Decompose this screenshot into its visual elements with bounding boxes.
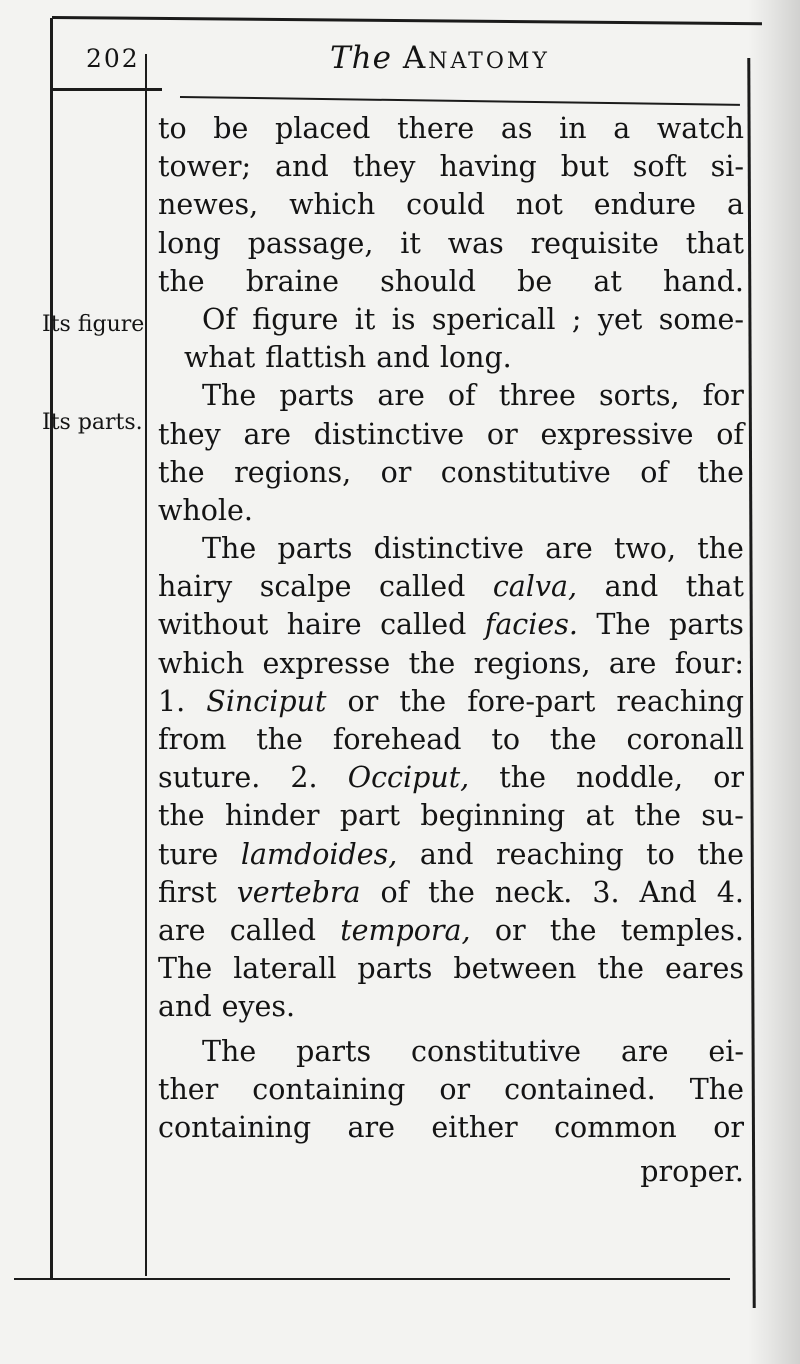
word: the xyxy=(399,684,447,718)
text-line xyxy=(158,799,744,837)
italic-term: lamdoides, xyxy=(240,837,398,871)
text-line xyxy=(158,1035,744,1073)
word: a xyxy=(613,112,631,145)
text-line xyxy=(158,647,744,685)
word: The xyxy=(689,1072,744,1106)
word: 1. xyxy=(158,684,186,718)
word: or xyxy=(486,417,518,451)
word: placed xyxy=(275,112,371,145)
word: spericall xyxy=(431,302,556,336)
word: ei- xyxy=(708,1034,744,1068)
header-rule-main xyxy=(180,96,740,106)
word: or xyxy=(380,455,412,489)
italic-term: vertebra xyxy=(236,875,361,909)
word: what xyxy=(184,341,256,375)
word: that xyxy=(685,226,744,260)
word: fore-part xyxy=(467,684,596,718)
word: regions, xyxy=(234,455,352,489)
word: but xyxy=(560,150,609,184)
text-line xyxy=(158,150,744,188)
word: su- xyxy=(701,799,744,833)
word: the xyxy=(408,646,456,680)
word: at xyxy=(593,264,622,298)
text-line xyxy=(158,761,744,799)
word: the xyxy=(597,952,645,986)
word: distinctive xyxy=(313,417,465,451)
italic-term: Sinciput xyxy=(206,684,327,718)
word: it xyxy=(354,302,376,336)
text-line xyxy=(158,456,744,494)
word: the xyxy=(697,837,744,871)
text-line xyxy=(158,952,744,990)
word: flattish xyxy=(265,341,367,375)
word: should xyxy=(380,264,476,298)
word: for xyxy=(702,379,744,413)
word: between xyxy=(453,952,577,986)
word: parts xyxy=(296,1034,372,1068)
word: the xyxy=(158,799,205,833)
word: without xyxy=(158,608,269,642)
text-line xyxy=(158,570,744,608)
text-line xyxy=(158,838,744,876)
text-line xyxy=(158,723,744,761)
word: the xyxy=(634,799,682,833)
page-edge-shadow xyxy=(748,0,800,1364)
word: figure xyxy=(252,302,339,336)
word: The xyxy=(202,532,257,566)
word: from xyxy=(158,723,227,756)
word: or xyxy=(439,1072,471,1106)
word: they xyxy=(352,150,416,184)
word: The xyxy=(202,1034,257,1068)
word: called xyxy=(229,913,316,947)
word: was xyxy=(447,226,504,260)
text-line xyxy=(158,341,744,379)
word: long xyxy=(158,226,221,260)
word: either xyxy=(431,1110,518,1144)
word: the xyxy=(697,532,744,566)
word: in xyxy=(559,112,587,145)
word: are xyxy=(377,379,425,413)
text-line xyxy=(158,379,744,417)
word: forehead xyxy=(332,723,462,756)
word: be xyxy=(213,112,249,145)
text-line xyxy=(158,1073,744,1111)
word: called xyxy=(379,570,466,604)
word: or xyxy=(494,913,526,947)
word: parts xyxy=(279,379,355,413)
word: are xyxy=(545,532,593,566)
text-line xyxy=(158,494,744,532)
word: noddle, xyxy=(576,761,684,795)
word: and xyxy=(419,837,474,871)
word: 2. xyxy=(290,761,318,795)
word: 3. xyxy=(592,875,620,909)
word: or xyxy=(347,684,379,718)
word: haire xyxy=(286,608,362,642)
word: having xyxy=(439,150,537,184)
word: at xyxy=(585,799,615,833)
word: laterall xyxy=(233,952,337,986)
word: parts xyxy=(277,532,353,566)
word: are xyxy=(620,1034,669,1068)
word: requisite xyxy=(530,226,659,260)
word: the xyxy=(549,723,597,756)
word: it xyxy=(400,226,421,260)
word: hairy xyxy=(158,570,233,604)
word: common xyxy=(554,1110,677,1144)
text-line xyxy=(158,303,744,341)
margin-column-rule xyxy=(145,54,147,1276)
word: that xyxy=(685,570,744,604)
word: containing xyxy=(252,1072,406,1106)
word: which xyxy=(158,646,245,680)
word: are xyxy=(243,417,292,451)
word: ; xyxy=(571,302,582,336)
word: yet xyxy=(597,302,643,336)
word: and xyxy=(376,341,430,375)
word: the xyxy=(256,723,303,756)
running-head xyxy=(330,40,550,76)
word: eyes. xyxy=(221,990,296,1024)
catchword: proper. xyxy=(640,1155,744,1189)
word: the xyxy=(549,913,597,947)
margin-note-figure: Its figure xyxy=(42,312,145,337)
word: The xyxy=(202,379,257,413)
word: The xyxy=(158,952,213,986)
word: hinder xyxy=(224,799,320,833)
word: whole. xyxy=(158,493,253,527)
word: the xyxy=(499,761,546,795)
word: suture. xyxy=(158,761,261,795)
word: eares xyxy=(664,952,744,986)
text-line xyxy=(158,265,744,303)
body-text xyxy=(158,112,744,1193)
text-line xyxy=(158,914,744,952)
word: contained. xyxy=(504,1072,656,1106)
word: constitutive xyxy=(440,455,611,489)
word: the xyxy=(428,875,475,909)
word: 4. xyxy=(716,875,744,909)
word: constitutive xyxy=(411,1034,582,1068)
italic-term: Occiput, xyxy=(347,761,470,795)
word: two, xyxy=(613,532,677,566)
word: are xyxy=(158,913,206,947)
text-line xyxy=(158,532,744,570)
word: containing xyxy=(158,1110,312,1144)
word: si- xyxy=(710,150,744,184)
word: braine xyxy=(245,264,340,298)
word: regions, xyxy=(473,646,591,680)
text-line xyxy=(158,227,744,265)
word: of xyxy=(640,455,668,489)
word: or xyxy=(713,761,744,795)
word: ture xyxy=(158,837,219,871)
text-line xyxy=(158,608,744,646)
word: watch xyxy=(656,112,744,145)
text-line xyxy=(158,990,744,1028)
word: are xyxy=(347,1110,395,1144)
word: newes, xyxy=(158,188,259,222)
word: could xyxy=(406,188,485,222)
italic-term: facies. xyxy=(484,608,578,642)
word: be xyxy=(517,264,553,298)
catchword-line xyxy=(158,1155,744,1193)
word: endure xyxy=(593,188,697,222)
word: expresse xyxy=(262,646,391,680)
text-line xyxy=(158,112,744,150)
word: there xyxy=(397,112,475,145)
word: coronall xyxy=(626,723,744,756)
word: And xyxy=(639,875,697,909)
word: reaching xyxy=(496,837,624,871)
word: and xyxy=(275,150,329,184)
word: part xyxy=(339,799,401,833)
page-number: 202 xyxy=(86,44,140,73)
word: temples. xyxy=(620,913,744,947)
running-head-the: The xyxy=(330,40,392,76)
word: first xyxy=(158,875,217,909)
word: neck. xyxy=(494,875,573,909)
word: called xyxy=(380,608,467,642)
word: long. xyxy=(439,341,512,375)
text-line xyxy=(158,876,744,914)
margin-note-parts: Its parts. xyxy=(42,410,143,435)
word: is xyxy=(391,302,416,336)
word: the xyxy=(158,455,205,489)
word: to xyxy=(491,723,520,756)
word: not xyxy=(515,188,563,222)
word: to xyxy=(646,837,675,871)
word: sorts, xyxy=(598,379,680,413)
text-line xyxy=(158,1111,744,1149)
italic-term: calva, xyxy=(492,570,578,604)
word: the xyxy=(697,455,744,489)
word: to xyxy=(158,112,187,145)
word: scalpe xyxy=(259,570,352,604)
word: of xyxy=(716,417,744,451)
word: hand. xyxy=(662,264,744,298)
word: parts xyxy=(668,608,744,642)
frame-left-rule xyxy=(50,18,53,1278)
word: distinctive xyxy=(373,532,525,566)
word: soft xyxy=(632,150,687,184)
word: as xyxy=(500,112,533,145)
header-rule-left xyxy=(52,88,162,91)
word: a xyxy=(726,188,744,222)
text-line xyxy=(158,188,744,226)
word: which xyxy=(289,188,376,222)
text-line xyxy=(158,685,744,723)
text-line xyxy=(158,418,744,456)
word: four: xyxy=(674,646,744,680)
word: beginning xyxy=(420,799,566,833)
word: tower; xyxy=(158,150,252,184)
word: of xyxy=(380,875,409,909)
word: ther xyxy=(158,1072,219,1106)
word: the xyxy=(158,264,205,298)
running-head-title: Anatomy xyxy=(402,40,550,76)
frame-bottom-rule xyxy=(14,1278,730,1280)
word: passage, xyxy=(247,226,374,260)
word: and xyxy=(604,570,659,604)
word: parts xyxy=(357,952,433,986)
word: three xyxy=(498,379,576,413)
word: Of xyxy=(202,302,236,336)
word: are xyxy=(608,646,657,680)
word: expressive xyxy=(540,417,694,451)
word: reaching xyxy=(616,684,744,718)
word: some- xyxy=(658,302,744,336)
word: of xyxy=(447,379,476,413)
word: they xyxy=(158,417,221,451)
word: The xyxy=(596,608,651,642)
word: or xyxy=(713,1110,744,1144)
frame-top-rule xyxy=(52,16,762,25)
word: and xyxy=(158,990,212,1024)
italic-term: tempora, xyxy=(340,913,471,947)
